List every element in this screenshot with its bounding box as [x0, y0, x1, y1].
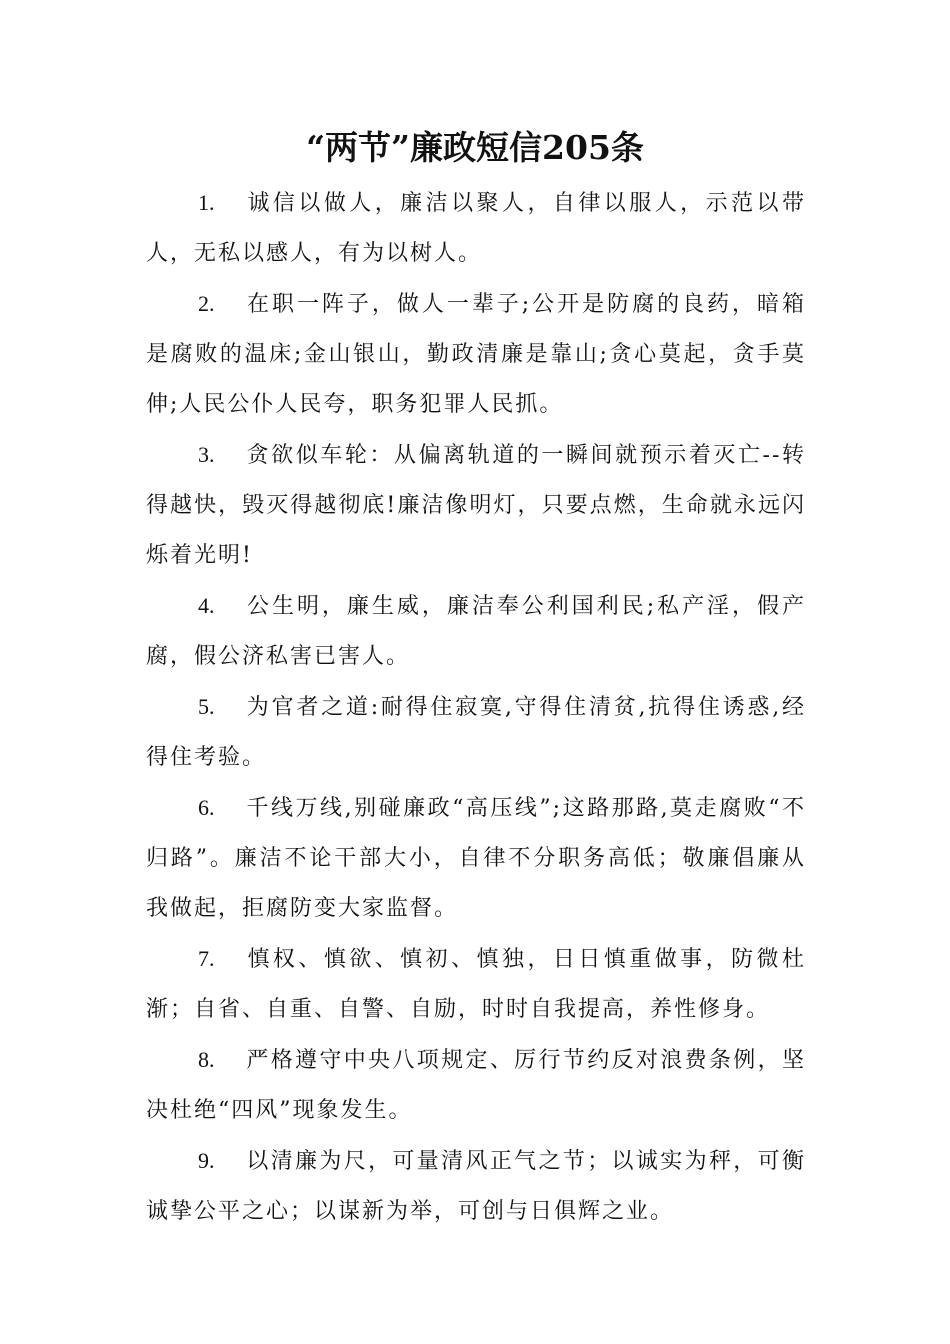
item-text: 诚信以做人，廉洁以聚人，自律以服人，示范以带人，无私以感人，有为以树人。: [146, 191, 806, 266]
list-item: [146, 178, 806, 279]
document-title: “两节”廉政短信205条: [306, 128, 644, 167]
list-item: [146, 783, 806, 934]
list-item: [146, 682, 806, 783]
item-number: 9.: [198, 1148, 215, 1173]
item-text: 贪欲似车轮：从偏离轨道的一瞬间就预示着灭亡--转得越快，毁灭得越彻底!廉洁像明灯，只要点燃，生命就永远闪烁着光明!: [146, 443, 806, 568]
item-number: 4.: [198, 593, 215, 618]
item-number: 6.: [198, 795, 215, 820]
item-text: 在职一阵子，做人一辈子;公开是防腐的良药，暗箱是腐败的温床;金山银山，勤政清廉是靠山;贪心莫起，贪手莫伸;人民公仆人民夸，职务犯罪人民抓。: [146, 292, 806, 417]
list-item: [146, 1136, 806, 1237]
item-text: 以清廉为尺，可量清风正气之节；以诚实为秤，可衡诚挚公平之心；以谋新为举，可创与日俱辉之业。: [146, 1149, 806, 1224]
item-text: 千线万线,别碰廉政“高压线”;这路那路,莫走腐败“不归路”。廉洁不论干部大小，自律不分职务高低；敬廉倡廉从我做起，拒腐防变大家监督。: [146, 796, 806, 921]
item-number: 8.: [198, 1047, 215, 1072]
item-number: 7.: [198, 946, 215, 971]
item-list: [146, 178, 806, 1237]
item-text: 慎权、慎欲、慎初、慎独，日日慎重做事，防微杜渐；自省、自重、自警、自励，时时自我提高，养性修身。: [146, 947, 806, 1022]
list-item: [146, 934, 806, 1035]
item-number: 5.: [198, 694, 215, 719]
item-text: 为官者之道:耐得住寂寞,守得住清贫,抗得住诱惑,经得住考验。: [146, 695, 806, 770]
item-number: 2.: [198, 291, 215, 316]
list-item: [146, 430, 806, 581]
item-text: 公生明，廉生威，廉洁奉公利国利民;私产淫，假产腐，假公济私害已害人。: [146, 594, 806, 669]
list-item: [146, 581, 806, 682]
item-text: 严格遵守中央八项规定、厉行节约反对浪费条例，坚决杜绝“四风”现象发生。: [146, 1048, 806, 1123]
item-number: 3.: [198, 442, 215, 467]
item-number: 1.: [198, 190, 215, 215]
list-item: [146, 1035, 806, 1136]
list-item: [146, 279, 806, 430]
